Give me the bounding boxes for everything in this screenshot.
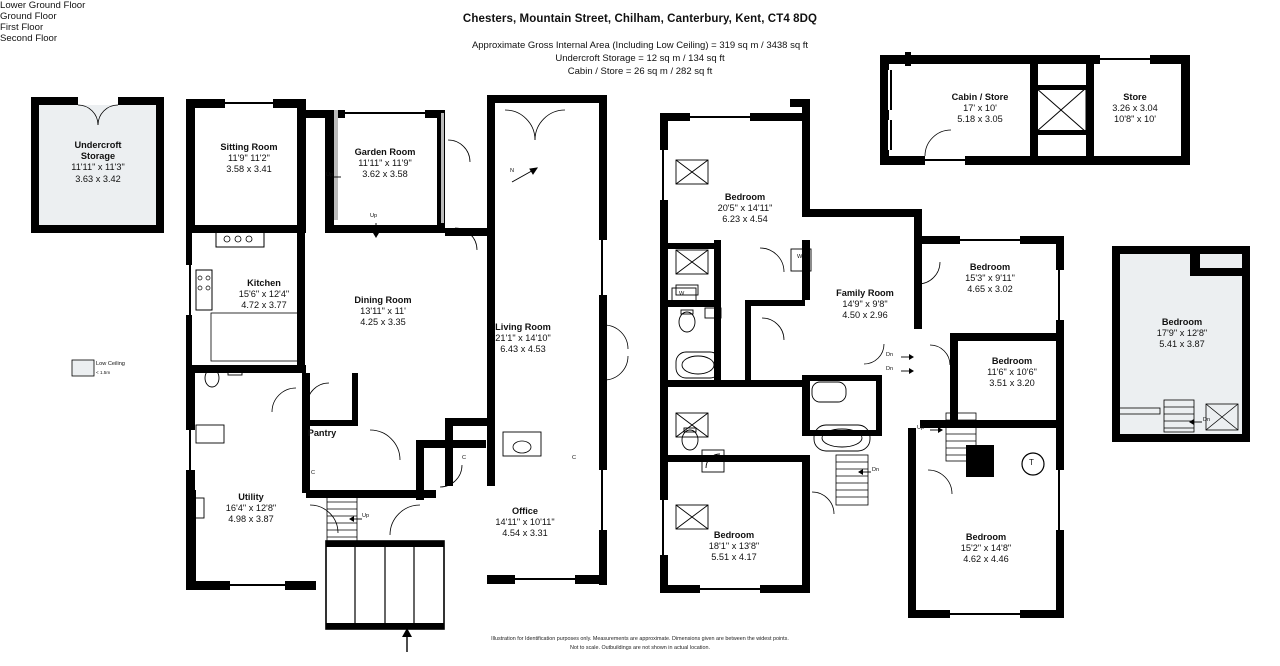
room-metric-utility: 4.98 x 3.87 <box>228 514 274 525</box>
room-metric-bedroom-second: 5.41 x 3.87 <box>1159 339 1205 350</box>
room-metric-bedroom-front: 6.23 x 4.54 <box>722 214 768 225</box>
marker-dn-family-upper: Dn <box>886 352 894 358</box>
room-label-bedroom-sw <box>684 530 784 564</box>
room-name-bedroom-sw: Bedroom <box>713 530 755 540</box>
area-summary-line-3: Cabin / Store = 26 sq m / 282 sq ft <box>567 66 713 77</box>
marker-cupboard-hall-right: C <box>572 455 577 461</box>
room-imperial-cabin: 17' x 10' <box>963 103 997 114</box>
room-name-garden: Garden Room <box>354 147 416 157</box>
footer-note-line-1: Illustration for Identification purposes only. Measurements are approximate. Dimensions given are between the widest points. <box>491 636 789 642</box>
room-imperial-living: 21'1" x 14'10" <box>495 333 551 344</box>
room-metric-store: 3.26 x 3.04 <box>1112 103 1158 114</box>
room-metric-undercroft: 3.63 x 3.42 <box>75 173 121 184</box>
room-name-bedroom-se: Bedroom <box>965 532 1007 542</box>
room-name-bedroom-second: Bedroom <box>1161 317 1203 327</box>
room-label-living <box>470 322 576 356</box>
marker-dn-landing: Dn <box>872 467 880 473</box>
room-name-undercroft: Undercroft Storage <box>74 140 122 162</box>
room-imperial-bedroom-second: 17'9" x 12'8" <box>1156 328 1208 339</box>
room-imperial-bedroom-front: 20'5" x 14'11" <box>717 203 773 214</box>
room-label-office <box>473 506 577 540</box>
room-metric-bedroom-e: 3.51 x 3.20 <box>989 378 1035 389</box>
room-label-store <box>1090 92 1180 126</box>
room-metric-bedroom-sw: 5.51 x 4.17 <box>711 552 757 563</box>
room-imperial-bedroom-e: 11'6" x 10'6" <box>987 367 1037 378</box>
marker-cupboard-pantry: C <box>311 470 316 476</box>
room-metric-bedroom-ne: 4.65 x 3.02 <box>967 284 1013 295</box>
room-name-office: Office <box>511 506 539 516</box>
floor-label-ground: Ground Floor <box>0 11 57 22</box>
room-name-bedroom-front: Bedroom <box>724 192 766 202</box>
room-imperial-garden: 11'11" x 11'9" <box>358 158 412 169</box>
room-name-pantry: Pantry <box>307 428 337 438</box>
room-metric-dining: 4.25 x 3.35 <box>360 317 406 328</box>
marker-north: N <box>510 168 515 174</box>
room-label-bedroom-se <box>936 532 1036 566</box>
marker-dn-second-floor: Dn <box>1203 417 1211 423</box>
area-summary-line-2: Undercroft Storage = 12 sq m / 134 sq ft <box>555 53 725 64</box>
area-summary-line-1: Approximate Gross Internal Area (Including Low Ceiling) = 319 sq m / 3438 sq ft <box>471 40 809 51</box>
marker-dn-family-lower: Dn <box>886 366 894 372</box>
marker-up-sitting: Up <box>326 172 334 178</box>
room-metric-kitchen: 4.72 x 3.77 <box>241 300 287 311</box>
marker-cupboard-hall-left: C <box>462 455 467 461</box>
marker-up-landing: Up <box>917 425 925 431</box>
room-imperial-dining: 13'11" x 11' <box>360 306 406 317</box>
page-title: Chesters, Mountain Street, Chilham, Canterbury, Kent, CT4 8DQ <box>462 13 818 25</box>
room-name-family: Family Room <box>836 288 894 298</box>
room-label-family <box>818 288 912 322</box>
room-label-garden <box>330 147 440 181</box>
room-metric-family: 4.50 x 2.96 <box>842 310 888 321</box>
room-metric-cabin: 5.18 x 3.05 <box>957 114 1003 125</box>
marker-up-utility: Up <box>362 513 370 519</box>
room-name-bedroom-ne: Bedroom <box>969 262 1011 272</box>
room-label-kitchen <box>212 278 316 312</box>
room-metric-living: 6.43 x 4.53 <box>500 344 546 355</box>
room-imperial-sitting: 11'9" 11'2" <box>228 153 270 164</box>
room-label-sitting <box>198 142 300 176</box>
footer-note-line-2: Not to scale. Outbuildings are not shown in actual location. <box>570 645 710 651</box>
room-metric-sitting: 3.58 x 3.41 <box>226 164 272 175</box>
room-imperial-bedroom-ne: 15'3" x 9'11" <box>965 273 1015 284</box>
floor-label-first: First Floor <box>0 22 44 33</box>
room-metric-garden: 3.62 x 3.58 <box>362 169 408 180</box>
room-name-kitchen: Kitchen <box>247 278 281 288</box>
room-imperial-family: 14'9" x 9'8" <box>842 299 888 310</box>
room-name-utility: Utility <box>238 492 264 502</box>
room-name-cabin: Cabin / Store <box>951 92 1009 102</box>
room-metric-bedroom-se: 4.62 x 4.46 <box>963 554 1009 565</box>
marker-tank: T <box>1029 458 1034 467</box>
room-imperial-kitchen: 15'6" x 12'4" <box>238 289 290 300</box>
room-label-bedroom-e <box>962 356 1062 390</box>
room-label-pantry <box>295 428 349 439</box>
floor-label-second: Second Floor <box>0 33 58 44</box>
room-label-utility <box>205 492 297 526</box>
room-name-store: Store <box>1123 92 1147 102</box>
marker-wardrobe-landing: W <box>679 291 685 297</box>
legend-low-ceiling-line2: < 1.5m <box>96 370 111 375</box>
marker-up-dining: Up <box>370 213 378 219</box>
room-name-bedroom-e: Bedroom <box>991 356 1033 366</box>
room-imperial-bedroom-se: 15'2" x 14'8" <box>960 543 1012 554</box>
room-label-dining <box>330 295 436 329</box>
legend-low-ceiling-line1: Low Ceiling <box>96 361 125 367</box>
room-label-bedroom-ne <box>940 262 1040 296</box>
room-name-living: Living Room <box>495 322 551 332</box>
room-imperial-office: 14'11" x 10'11" <box>495 517 555 528</box>
room-label-cabin <box>930 92 1030 126</box>
floor-label-lower-ground: Lower Ground Floor <box>0 0 86 11</box>
room-name-dining: Dining Room <box>354 295 412 305</box>
room-imperial-undercroft: 11'11" x 11'3" <box>71 162 125 173</box>
marker-wardrobe-bedroom: W <box>797 254 803 260</box>
room-imperial-store: 10'8" x 10' <box>1113 114 1157 125</box>
room-metric-office: 4.54 x 3.31 <box>502 528 548 539</box>
room-name-sitting: Sitting Room <box>220 142 278 152</box>
room-imperial-utility: 16'4" x 12'8" <box>225 503 277 514</box>
room-label-bedroom-second <box>1130 317 1234 351</box>
room-label-undercroft <box>45 140 151 185</box>
room-imperial-bedroom-sw: 18'1" x 13'8" <box>708 541 760 552</box>
room-label-bedroom-front <box>694 192 796 226</box>
